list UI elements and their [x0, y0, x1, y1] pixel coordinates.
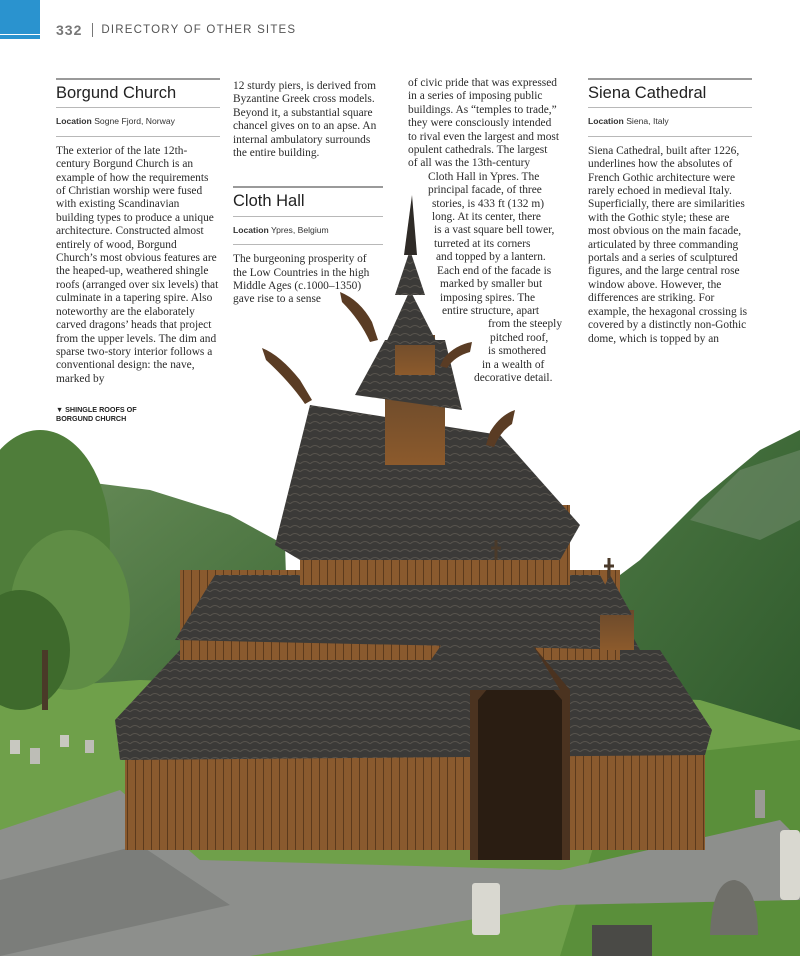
cloth-line: Each end of the facade is: [437, 264, 552, 277]
cloth-line: principal facade, of three: [428, 184, 542, 197]
section-color-tab: [0, 0, 40, 40]
cloth-line: buildings. As “temples to trade,”: [408, 103, 557, 116]
borgund-church-column: [56, 78, 220, 386]
borgund-continuation-text: 12 sturdy piers, is derived from Byzantine Greek cross models. Beyond it, a substantial square chancel gives on to an apse. An internal ambulatory surrounds the entire building.: [233, 80, 377, 160]
cloth-line: of civic pride that was expressed: [408, 77, 557, 89]
section-rule: [233, 186, 383, 188]
cloth-line: from the steeply: [488, 318, 563, 331]
running-header: [56, 22, 296, 38]
cloth-line: in a wealth of: [482, 358, 545, 371]
column-3: [408, 77, 568, 385]
caption-line-2: BORGUND CHURCH: [56, 414, 127, 423]
section-rule: [56, 78, 220, 80]
cloth-line: Cloth Hall in Ypres. The: [428, 170, 540, 183]
borgund-body-text: The exterior of the late 12th-century Borgund Church is an example of how the requirements of Christian worship were fused with existing Scandinavian building types to produce a unique architecture. Constructed almost entirely of wood, Borgund Church’s most obvious features are the heaped-up, weathered shingle roofs (arranged over six levels) that culminate in a tapering spire. Also noteworthy are the elaborately carved dragons’ heads that project from the upper levels. The dim and sparse two-story interior follows a conventional design: the nave, marked by: [56, 144, 219, 385]
location-label: Location: [588, 116, 624, 127]
caption-triangle-icon: ▼: [56, 405, 64, 414]
column-2: [233, 80, 383, 307]
caption-line-1: SHINGLE ROOFS OF: [65, 405, 137, 414]
siena-body-text: Siena Cathedral, built after 1226, underlines how the absolutes of French Gothic architecture were rarely echoed in medieval Italy. Superficially, there are similarities with the Gothic style; these are most obvious on the main facade, articulated by three commanding portals and a series of sculptured figures, and the large central rose window above. However, the differences are striking. For example, the hexagonal crossing is covered by a distinctly non-Gothic dome, which is topped by an: [588, 144, 748, 345]
cloth-line: entire structure, apart: [442, 304, 540, 317]
cloth-line: imposing spires. The: [440, 291, 536, 304]
cloth-line: turreted at its corners: [434, 237, 531, 250]
section-title: DIRECTORY OF OTHER SITES: [101, 24, 297, 36]
siena-cathedral-heading: Siena Cathedral: [588, 84, 707, 102]
location-label: Location: [56, 116, 92, 127]
location-label: Location: [233, 224, 269, 235]
cloth-line: opulent cathedrals. The largest: [408, 144, 548, 157]
cloth-line: is smothered: [488, 345, 546, 358]
cloth-line: long. At its center, there: [432, 211, 541, 224]
divider: [588, 136, 752, 137]
cloth-hall-body-text: The burgeoning prosperity of the Low Countries in the high Middle Ages (c.1000–1350) gave rise to a sense: [233, 253, 370, 306]
cloth-hall-location: [233, 217, 383, 244]
location-value: Sogne Fjord, Norway: [94, 116, 175, 127]
cloth-line: pitched roof,: [490, 331, 549, 344]
cloth-line: is a vast square bell tower,: [434, 224, 555, 237]
page-number: 332: [56, 22, 83, 38]
location-value: Ypres, Belgium: [271, 224, 329, 235]
siena-location: [588, 108, 752, 135]
cloth-line: of all was the 13th-century: [408, 157, 531, 170]
borgund-church-heading: Borgund Church: [56, 84, 177, 102]
cloth-line: and topped by a lantern.: [436, 251, 546, 264]
divider: [233, 244, 383, 245]
section-rule: [588, 78, 752, 80]
cloth-line: they were consciously intended: [408, 117, 552, 130]
cloth-line: to rival even the largest and most: [408, 130, 559, 143]
borgund-location: [56, 108, 220, 135]
cloth-hall-heading: Cloth Hall: [233, 192, 305, 211]
photo-caption: [56, 405, 137, 423]
cloth-line: marked by smaller but: [440, 278, 543, 291]
siena-cathedral-column: [588, 78, 752, 346]
cloth-line: decorative detail.: [474, 371, 553, 384]
cloth-line: in a series of imposing public: [408, 90, 543, 103]
cloth-line: stories, is 433 ft (132 m): [432, 197, 544, 210]
location-value: Siena, Italy: [626, 116, 669, 127]
divider: [56, 136, 220, 137]
header-divider: [92, 23, 93, 37]
